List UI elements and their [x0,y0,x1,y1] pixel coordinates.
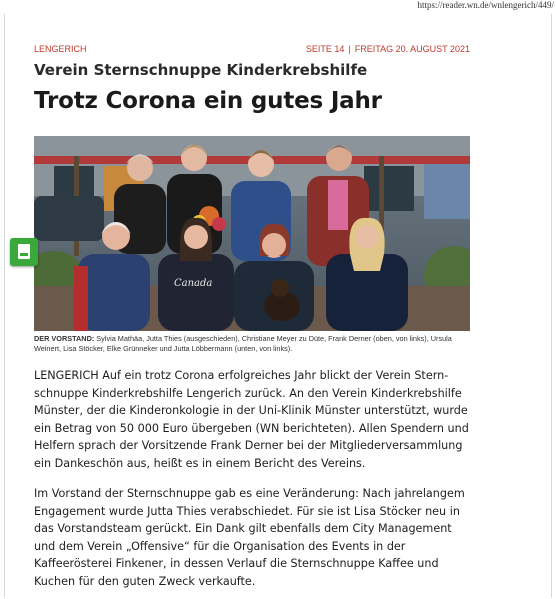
page-date-line [306,44,470,54]
paragraph-1-text: Auf ein trotz Corona erfolgreiches Jahr blickt der Verein Sternschnuppe Kinderkrebshilfe Lengerich zurück. An den Verein Kinderkrebshilfe Münster, der die Kinderonkologie in der Uni-Klinik Münster unterstützt, wurde ein Betrag von 50 000 Euro übergeben (WN berichteten). Allen Spendern und Helfern sprach der Vorsitzende Frank Derner bei der Mitgliederversammlung ein Dankeschön aus, heißt es in einem Bericht des Vereins. [34,369,469,470]
dateline: LENGERICH [34,369,99,382]
clip-article-icon[interactable] [10,238,38,266]
meta-separator: | [348,44,351,54]
caption-label: DER VORSTAND: [34,334,95,343]
article-kicker: Verein Sternschnuppe Kinderkrebshilfe [34,61,368,79]
page-number: SEITE 14 [305,44,345,54]
group-photo-illustration [34,136,470,331]
photo-caption [34,334,470,354]
article-meta [34,44,470,58]
article-photo [34,136,470,331]
shirt-text: Canada [174,278,213,289]
clip-sheet-shape [18,244,30,259]
section-label: LENGERICH [34,44,87,54]
article-headline: Trotz Corona ein gutes Jahr [34,88,382,114]
browser-topbar [0,0,556,14]
issue-date: FREITAG 20. AUGUST 2021 [354,44,470,54]
caption-text: Sylvia Mathäa, Jutta Thies (ausgeschieden), Christiane Meyer zu Düte, Frank Derner (oben, von links), Ursula Weinert, Lisa Stöcker, Elke Grünneker und Jutta Löbbermann (unten, von links). [34,334,452,353]
page-url[interactable]: https://reader.wn.de/wnlengerich/449/ [417,0,554,10]
article-paragraph-2: Im Vorstand der Sternschnuppe gab es eine Veränderung: Nach jahrelangem Engagement wurde Jutta Thies verabschiedet. Für sie ist Lisa Stöcker neu in das Vorstandsteam gerückt. Ein Dank gilt ebenfalls dem City Management und dem Verein „Offensive“ für die Organisation des Events in der Kaffeerösterei Finkener, in dessen Verlauf die Sternschnuppe Kaffee und Kuchen für den guten Zweck verkaufte. [34,487,465,588]
article-paragraph-1 [34,367,470,472]
